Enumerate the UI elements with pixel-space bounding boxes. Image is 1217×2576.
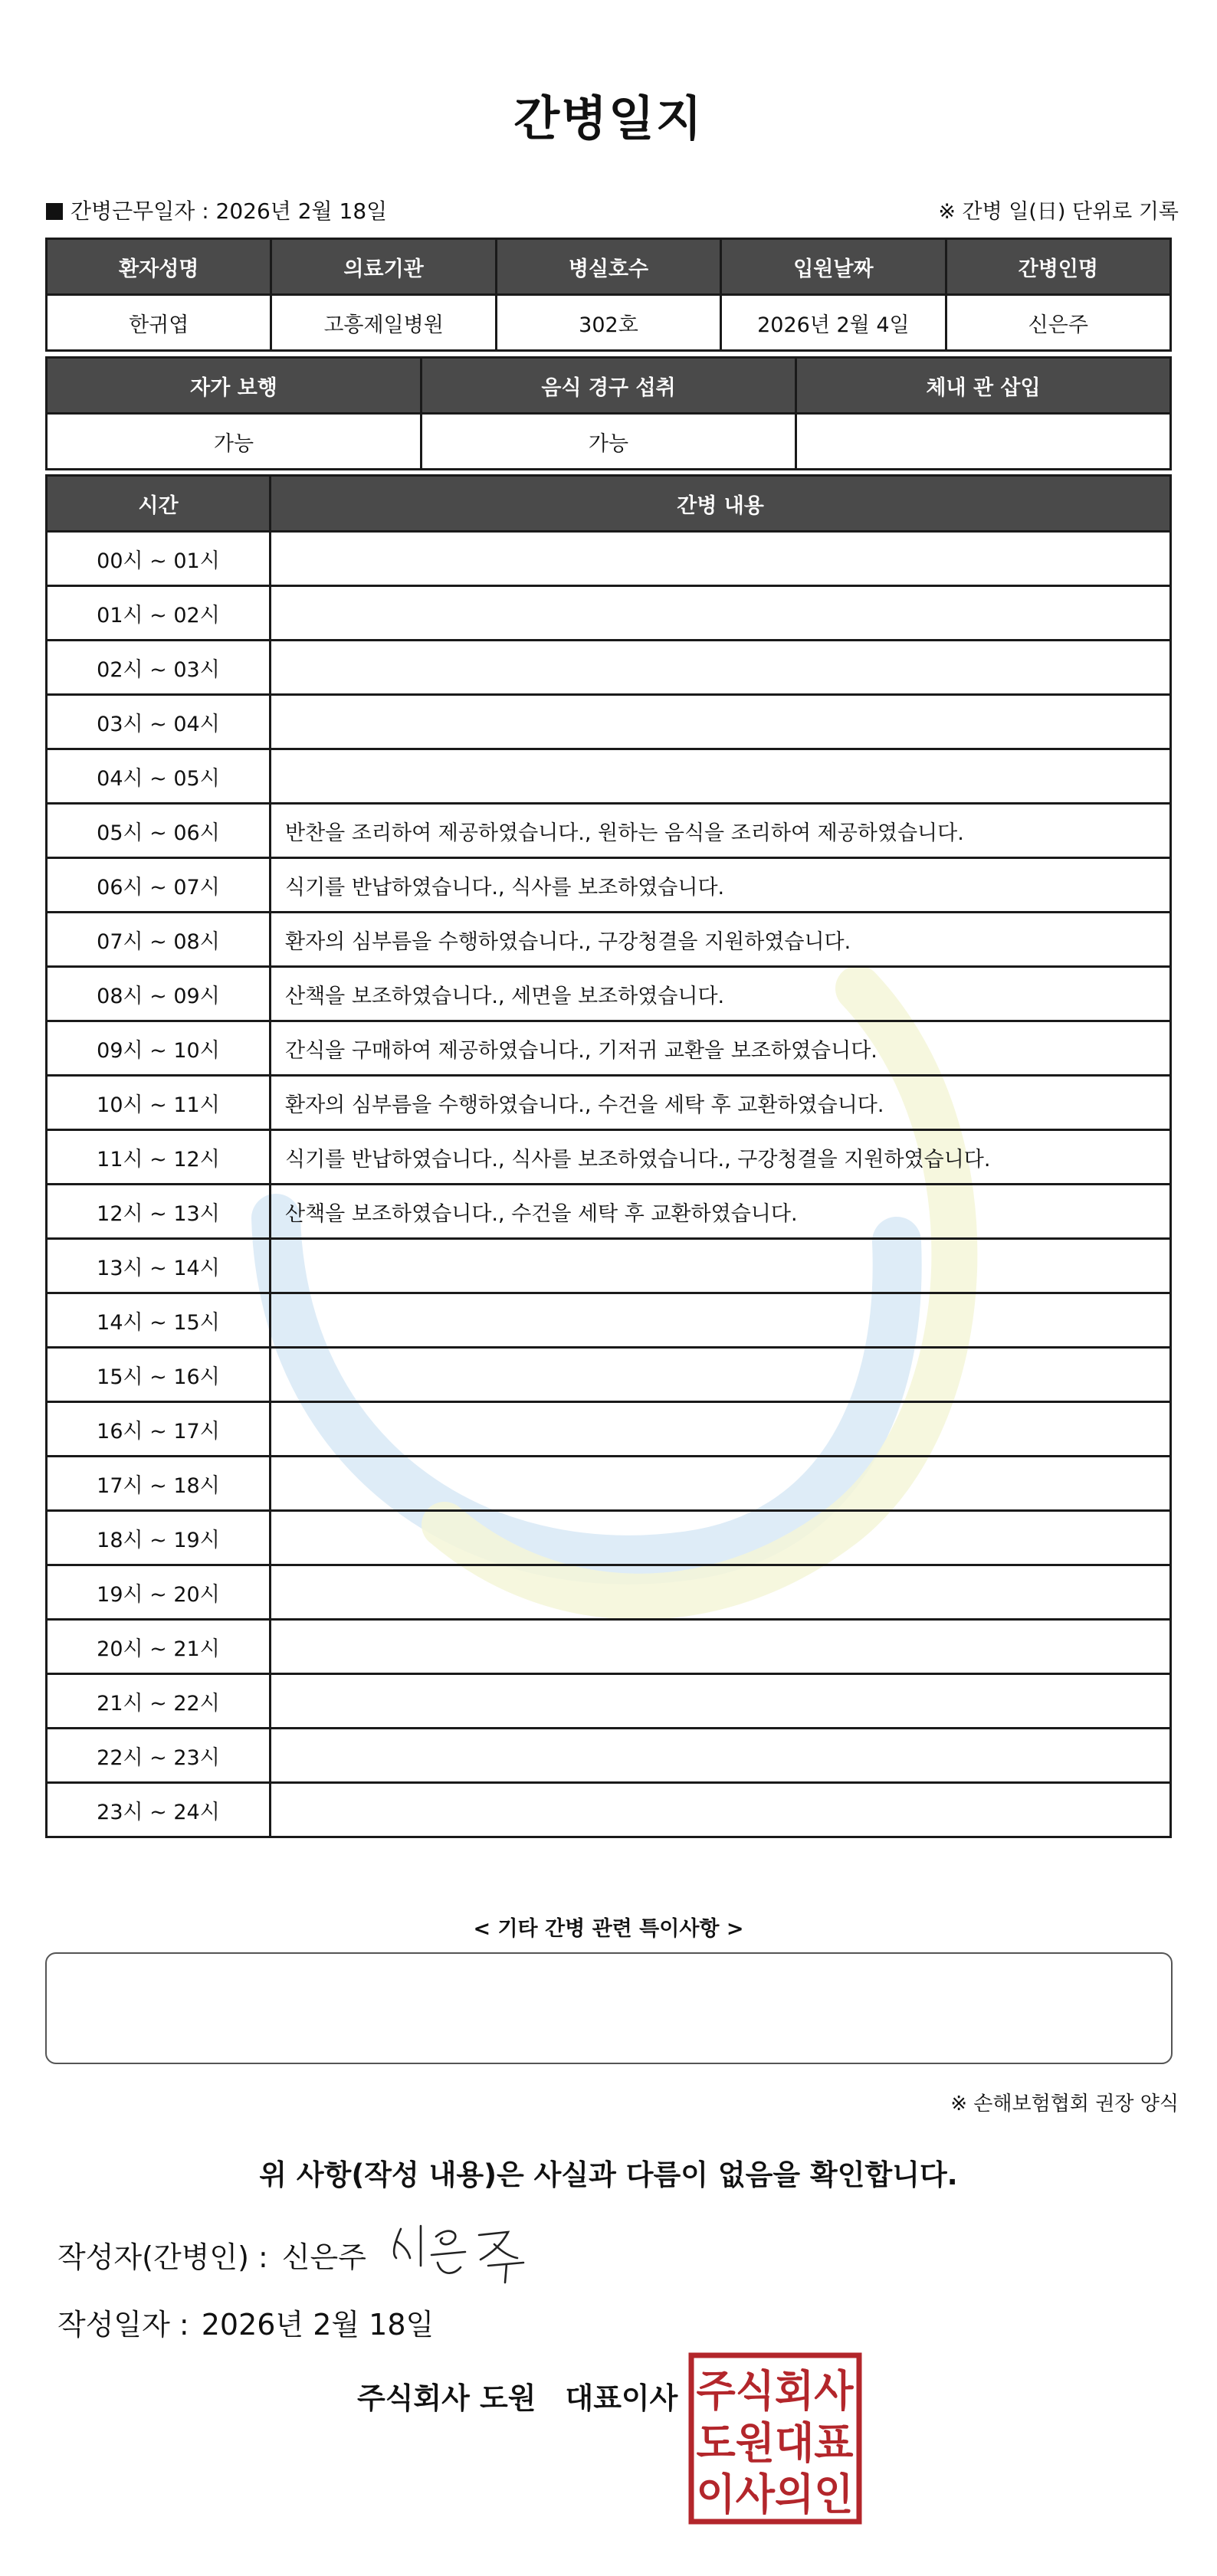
- log-row: [47, 1511, 1171, 1565]
- log-time: 19시 ~ 20시: [47, 1565, 271, 1620]
- header-hospital: 의료기관: [271, 239, 496, 295]
- header-time: 시간: [47, 476, 271, 532]
- log-time: 01시 ~ 02시: [47, 586, 271, 641]
- log-content: [271, 1348, 1171, 1402]
- log-content: [271, 1293, 1171, 1348]
- square-bullet-icon: [46, 203, 63, 220]
- log-row: [47, 1783, 1171, 1837]
- log-row: [47, 586, 1171, 641]
- svg-text:이사의인: 이사의인: [696, 2470, 854, 2520]
- log-row: [47, 641, 1171, 695]
- log-row: [47, 913, 1171, 967]
- work-date-line: 간병근무일자 : 2026년 2월 18일: [46, 195, 387, 225]
- written-date-label: 작성일자 :: [57, 2308, 189, 2342]
- log-time: 16시 ~ 17시: [47, 1402, 271, 1457]
- room-number: 302호: [496, 295, 720, 351]
- header-patient-name: 환자성명: [47, 239, 271, 295]
- log-row: [47, 1239, 1171, 1293]
- log-content: 식기를 반납하였습니다., 식사를 보조하였습니다., 구강청결을 지원하였습니다.: [271, 1130, 1171, 1185]
- hospital-name: 고흥제일병원: [271, 295, 496, 351]
- self-walking-value: 가능: [47, 414, 422, 470]
- log-content: [271, 1457, 1171, 1511]
- log-time: 02시 ~ 03시: [47, 641, 271, 695]
- log-content: [271, 641, 1171, 695]
- log-content: 반찬을 조리하여 제공하였습니다., 원하는 음식을 조리하여 제공하였습니다.: [271, 804, 1171, 858]
- log-content: [271, 1511, 1171, 1565]
- log-time: 00시 ~ 01시: [47, 532, 271, 586]
- log-row: [47, 1076, 1171, 1130]
- log-header-row: [47, 476, 1171, 532]
- log-content: [271, 1674, 1171, 1729]
- company-seal-stamp: [688, 2352, 862, 2525]
- log-row: [47, 1620, 1171, 1674]
- notes-title: < 기타 간병 관련 특이사항 >: [473, 1917, 744, 1941]
- log-time: 08시 ~ 09시: [47, 967, 271, 1021]
- log-content: [271, 749, 1171, 804]
- log-content: 환자의 심부름을 수행하였습니다., 구강청결을 지원하였습니다.: [271, 913, 1171, 967]
- log-content: [271, 1565, 1171, 1620]
- log-time: 17시 ~ 18시: [47, 1457, 271, 1511]
- ability-header-row: [47, 358, 1171, 414]
- log-content: [271, 695, 1171, 749]
- log-row: [47, 1457, 1171, 1511]
- caregiver-name: 신은주: [946, 295, 1170, 351]
- log-content: [271, 1402, 1171, 1457]
- log-row: [47, 1185, 1171, 1239]
- log-row: [47, 1729, 1171, 1783]
- log-row: [47, 967, 1171, 1021]
- log-time: 12시 ~ 13시: [47, 1185, 271, 1239]
- log-time: 21시 ~ 22시: [47, 1674, 271, 1729]
- written-date-value: 2026년 2월 18일: [201, 2308, 435, 2342]
- oral-intake-value: 가능: [422, 414, 796, 470]
- header-self-walking: 자가 보행: [47, 358, 422, 414]
- log-time: 20시 ~ 21시: [47, 1620, 271, 1674]
- log-time: 04시 ~ 05시: [47, 749, 271, 804]
- confirmation-statement: 위 사항(작성 내용)은 사실과 다름이 없음을 확인합니다.: [259, 2158, 958, 2191]
- header-admission-date: 입원날짜: [721, 239, 946, 295]
- svg-text:주식회사: 주식회사: [696, 2367, 855, 2417]
- log-time: 13시 ~ 14시: [47, 1239, 271, 1293]
- page-title: 간병일지: [513, 90, 704, 146]
- patient-name: 한귀엽: [47, 295, 271, 351]
- log-time: 05시 ~ 06시: [47, 804, 271, 858]
- log-content: 간식을 구매하여 제공하였습니다., 기저귀 교환을 보조하였습니다.: [271, 1021, 1171, 1076]
- log-row: [47, 858, 1171, 913]
- writer-name: 신은주: [281, 2240, 366, 2274]
- svg-text:도원대표: 도원대표: [696, 2419, 854, 2469]
- writer-line: [57, 2234, 366, 2276]
- writer-label: 작성자(간병인) :: [57, 2240, 268, 2274]
- recommend-note: ※ 손해보험협회 권장 양식: [950, 2093, 1179, 2116]
- log-row: [47, 1348, 1171, 1402]
- log-content: [271, 1239, 1171, 1293]
- patient-value-row: [47, 295, 1171, 351]
- header-oral-intake: 음식 경구 섭취: [422, 358, 796, 414]
- ability-value-row: [47, 414, 1171, 470]
- log-row: [47, 749, 1171, 804]
- company-line: [357, 2374, 677, 2417]
- log-time: 10시 ~ 11시: [47, 1076, 271, 1130]
- care-log-table: [45, 474, 1172, 1838]
- handwritten-signature: [387, 2218, 533, 2287]
- log-time: 22시 ~ 23시: [47, 1729, 271, 1783]
- patient-header-row: [47, 239, 1171, 295]
- log-body: [47, 532, 1171, 1837]
- log-row: [47, 532, 1171, 586]
- log-content: 산책을 보조하였습니다., 수건을 세탁 후 교환하였습니다.: [271, 1185, 1171, 1239]
- log-content: [271, 586, 1171, 641]
- header-room: 병실호수: [496, 239, 720, 295]
- log-time: 03시 ~ 04시: [47, 695, 271, 749]
- log-row: [47, 695, 1171, 749]
- patient-info-table: [45, 238, 1172, 352]
- log-content: [271, 532, 1171, 586]
- log-time: 07시 ~ 08시: [47, 913, 271, 967]
- log-row: [47, 1130, 1171, 1185]
- log-content: 환자의 심부름을 수행하였습니다., 수건을 세탁 후 교환하였습니다.: [271, 1076, 1171, 1130]
- log-row: [47, 1293, 1171, 1348]
- work-date-label: 간병근무일자: [71, 198, 195, 224]
- log-row: [47, 1674, 1171, 1729]
- header-caregiver: 간병인명: [946, 239, 1170, 295]
- ability-table: [45, 356, 1172, 470]
- written-date-line: [57, 2301, 434, 2343]
- log-content: 식기를 반납하였습니다., 식사를 보조하였습니다.: [271, 858, 1171, 913]
- log-time: 23시 ~ 24시: [47, 1783, 271, 1837]
- log-row: [47, 1021, 1171, 1076]
- log-content: 산책을 보조하였습니다., 세면을 보조하였습니다.: [271, 967, 1171, 1021]
- log-time: 14시 ~ 15시: [47, 1293, 271, 1348]
- log-content: [271, 1729, 1171, 1783]
- record-note: ※ 간병 일(日) 단위로 기록: [938, 200, 1179, 224]
- header-care-content: 간병 내용: [271, 476, 1171, 532]
- header-tube-insertion: 체내 관 삽입: [796, 358, 1171, 414]
- company-name: 주식회사 도원: [357, 2381, 536, 2415]
- log-time: 18시 ~ 19시: [47, 1511, 271, 1565]
- notes-box: [45, 1952, 1173, 2064]
- log-row: [47, 1402, 1171, 1457]
- log-row: [47, 804, 1171, 858]
- log-time: 09시 ~ 10시: [47, 1021, 271, 1076]
- admission-date: 2026년 2월 4일: [721, 295, 946, 351]
- tube-insertion-value: [796, 414, 1171, 470]
- log-content: [271, 1620, 1171, 1674]
- log-row: [47, 1565, 1171, 1620]
- log-time: 11시 ~ 12시: [47, 1130, 271, 1185]
- work-date-value: 2026년 2월 18일: [215, 198, 388, 224]
- log-time: 15시 ~ 16시: [47, 1348, 271, 1402]
- company-rep: 대표이사: [565, 2381, 678, 2415]
- log-time: 06시 ~ 07시: [47, 858, 271, 913]
- log-content: [271, 1783, 1171, 1837]
